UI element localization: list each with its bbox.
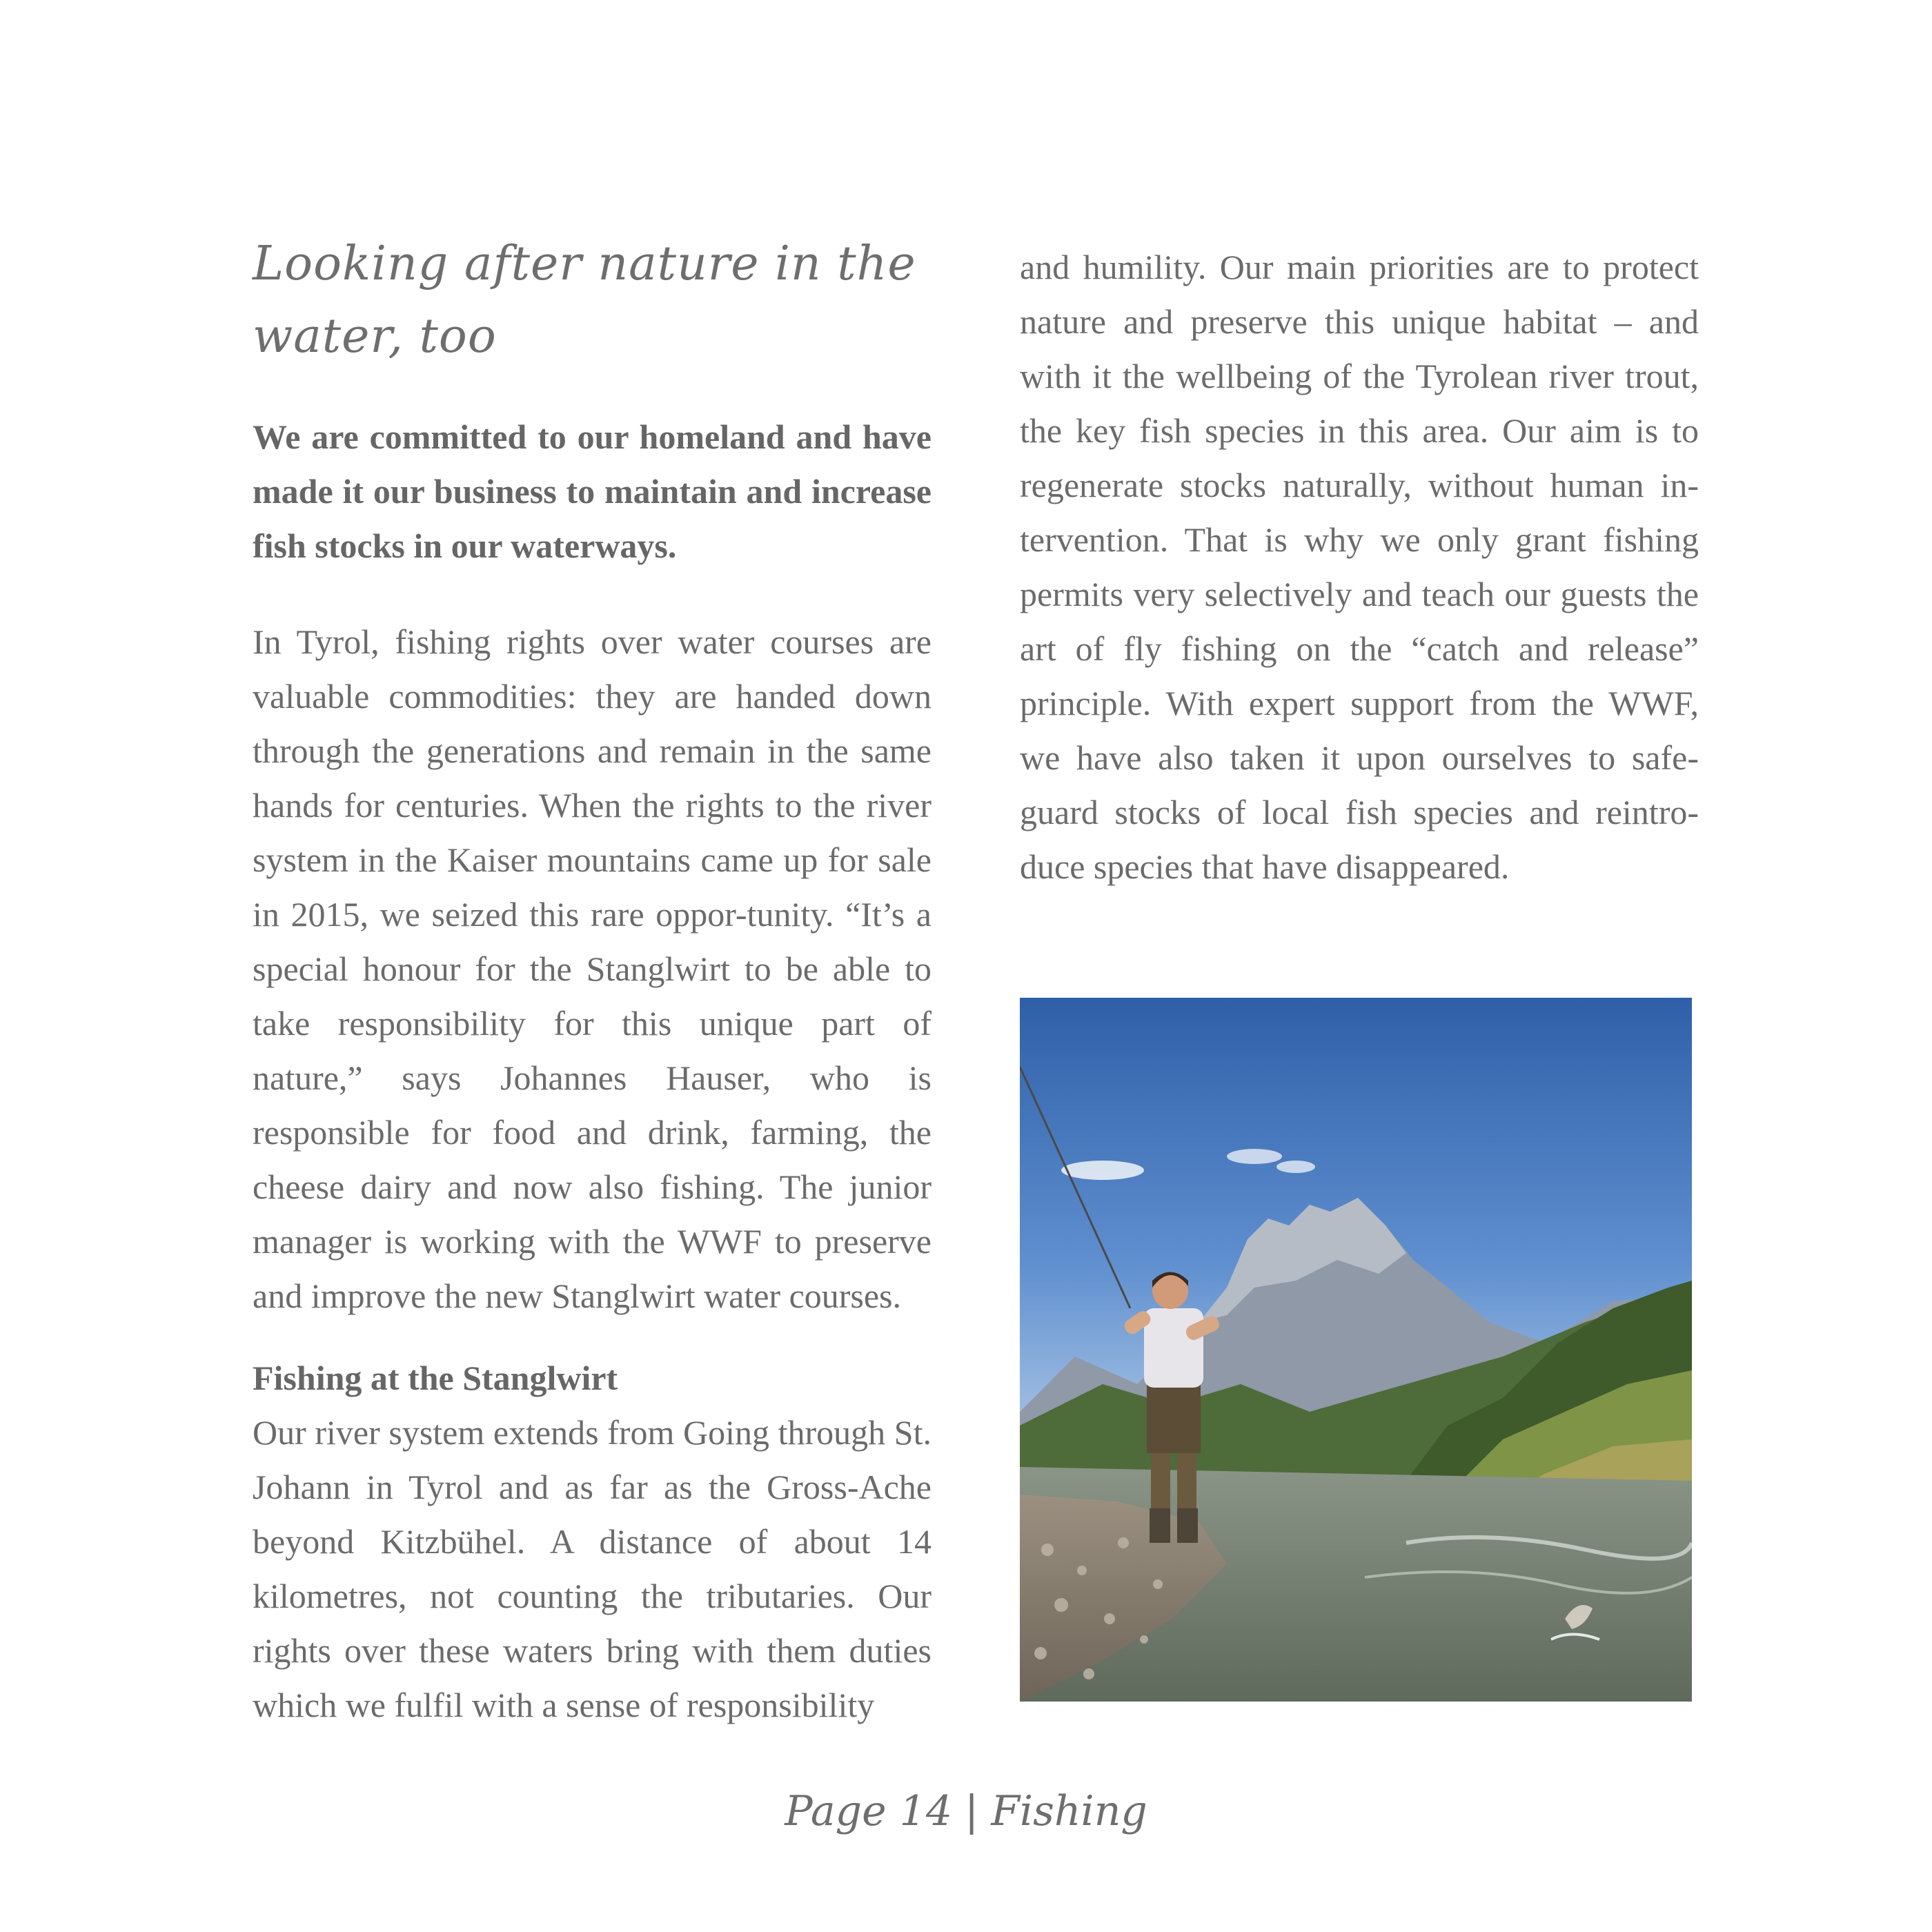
paragraph-3: and humility. Our main priorities are to protect nature and preserve this unique habitat – and with it the wellbeing of the Tyrolean river trout, the key fish species in this area. Our aim is to regenerate stocks naturally, without human in-tervention. That is why we only grant fishing permits very selectively and teach our guests the art of fly fishing on the “catch and release” principle. With expert support from the WWF, we have also taken it upon ourselves to safe-guard stocks of local fish species and reintro-duce species that have disappeared. — [1020, 248, 1699, 886]
footer-separator: | — [965, 1787, 979, 1835]
paragraph-1: In Tyrol, fishing rights over water courses are valuable commodities: they are handed down through the generations and remain in the same hands for centuries. When the rights to the river system in the Kaiser mountains came up for sale in 2015, we seized this rare oppor-tunity. “It’s a special honour for the Stanglwirt to be able to take responsibility for this unique part of nature,” says Johannes Hauser, who is responsible for food and drink, farming, the cheese dairy and now also fishing. The junior manager is working with the WWF to preserve and improve the new Stanglwirt water courses. — [253, 622, 931, 1315]
photo-illustration — [1020, 998, 1692, 1702]
paragraph-2: Our river system extends from Going through St. Johann in Tyrol and as far as the Gross-Ache beyond Kitzbühel. A distance of about 14 kilometres, not counting the tributaries. Our rights over these waters bring with them duties which we fulfil with a sense of responsibility — [253, 1413, 931, 1724]
left-column — [253, 228, 931, 1733]
article-lead: We are committed to our homeland and have made it our business to maintain and increase fish stocks in our waterways. — [253, 417, 931, 565]
page-footer — [0, 1787, 1932, 1835]
section-subheading: Fishing at the Stanglwirt — [253, 1359, 618, 1397]
article-heading: Looking after nature in the water, too — [253, 237, 916, 364]
section-name: Fishing — [991, 1787, 1147, 1835]
right-column — [1020, 240, 1699, 894]
fly-fishing-photo — [1020, 998, 1692, 1702]
page-number: Page 14 — [785, 1787, 953, 1835]
